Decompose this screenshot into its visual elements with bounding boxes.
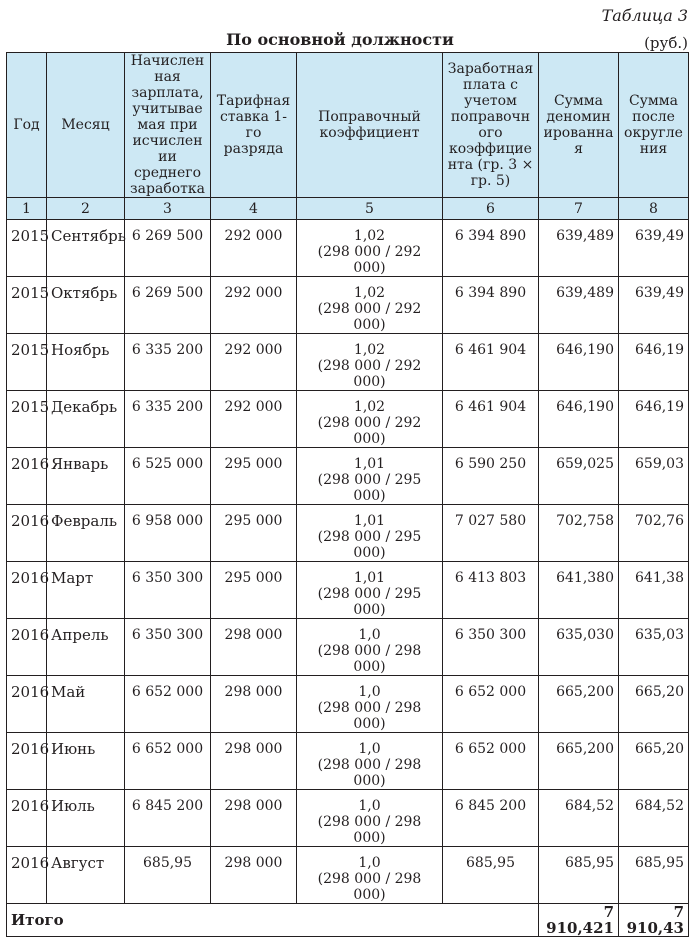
cell-year: 2016 <box>7 847 47 904</box>
coefficient-calculation: (298 000 / 298 000) <box>317 757 422 789</box>
column-number: 1 <box>7 198 47 220</box>
cell-adjusted-salary: 6 461 904 <box>443 334 539 391</box>
coefficient-value: 1,0 <box>358 627 381 643</box>
cell-denominated: 665,200 <box>539 733 619 790</box>
salary-table <box>6 52 689 937</box>
table-row <box>7 733 689 790</box>
currency-unit: (руб.) <box>644 34 688 52</box>
cell-rounded: 665,20 <box>619 733 689 790</box>
cell-tariff-rate: 295 000 <box>211 562 297 619</box>
table-row <box>7 505 689 562</box>
coefficient-value: 1,01 <box>353 456 386 472</box>
cell-tariff-rate: 298 000 <box>211 733 297 790</box>
cell-coefficient <box>297 790 443 847</box>
cell-month: Май <box>47 676 125 733</box>
cell-rounded: 665,20 <box>619 676 689 733</box>
cell-coefficient <box>297 505 443 562</box>
cell-month: Ноябрь <box>47 334 125 391</box>
cell-salary: 6 525 000 <box>125 448 211 505</box>
cell-rounded: 659,03 <box>619 448 689 505</box>
cell-month: Март <box>47 562 125 619</box>
cell-coefficient <box>297 562 443 619</box>
coefficient-calculation: (298 000 / 292 000) <box>317 301 422 333</box>
cell-year: 2016 <box>7 448 47 505</box>
cell-salary: 6 845 200 <box>125 790 211 847</box>
coefficient-value: 1,01 <box>353 513 386 529</box>
coefficient-value: 1,0 <box>358 855 381 871</box>
coefficient-calculation: (298 000 / 295 000) <box>317 586 422 618</box>
cell-year: 2015 <box>7 220 47 277</box>
cell-tariff-rate: 298 000 <box>211 619 297 676</box>
table-row <box>7 220 689 277</box>
cell-rounded: 635,03 <box>619 619 689 676</box>
cell-denominated: 639,489 <box>539 277 619 334</box>
coefficient-value: 1,0 <box>358 684 381 700</box>
header-tariff-rate: Тарифная ставка 1-го разряда <box>211 53 297 198</box>
cell-coefficient <box>297 733 443 790</box>
cell-adjusted-salary: 6 590 250 <box>443 448 539 505</box>
header-adjusted-salary: Заработная плата с учетом поправочного коэффициента (гр. 3 × гр. 5) <box>443 53 539 198</box>
coefficient-calculation: (298 000 / 292 000) <box>317 244 422 276</box>
cell-salary: 6 350 300 <box>125 619 211 676</box>
cell-tariff-rate: 292 000 <box>211 220 297 277</box>
cell-salary: 685,95 <box>125 847 211 904</box>
column-number: 7 <box>539 198 619 220</box>
coefficient-value: 1,02 <box>353 285 386 301</box>
cell-month: Январь <box>47 448 125 505</box>
cell-coefficient <box>297 676 443 733</box>
cell-year: 2015 <box>7 277 47 334</box>
cell-denominated: 635,030 <box>539 619 619 676</box>
cell-adjusted-salary: 685,95 <box>443 847 539 904</box>
total-label: Итого <box>7 904 539 937</box>
cell-year: 2015 <box>7 391 47 448</box>
table-row <box>7 676 689 733</box>
coefficient-calculation: (298 000 / 298 000) <box>317 814 422 846</box>
header-denominated: Сумма деноминированная <box>539 53 619 198</box>
cell-year: 2016 <box>7 676 47 733</box>
coefficient-calculation: (298 000 / 298 000) <box>317 871 422 903</box>
cell-year: 2015 <box>7 334 47 391</box>
cell-month: Октябрь <box>47 277 125 334</box>
cell-denominated: 639,489 <box>539 220 619 277</box>
coefficient-calculation: (298 000 / 292 000) <box>317 358 422 390</box>
cell-tariff-rate: 298 000 <box>211 676 297 733</box>
cell-tariff-rate: 292 000 <box>211 277 297 334</box>
cell-adjusted-salary: 6 845 200 <box>443 790 539 847</box>
table-title: По основной должности <box>226 30 454 49</box>
cell-rounded: 646,19 <box>619 334 689 391</box>
cell-coefficient <box>297 220 443 277</box>
cell-coefficient <box>297 277 443 334</box>
cell-tariff-rate: 292 000 <box>211 334 297 391</box>
cell-adjusted-salary: 6 350 300 <box>443 619 539 676</box>
cell-denominated: 684,52 <box>539 790 619 847</box>
coefficient-value: 1,0 <box>358 798 381 814</box>
coefficient-calculation: (298 000 / 298 000) <box>317 643 422 675</box>
cell-month: Апрель <box>47 619 125 676</box>
total-denominated: 7 910,421 <box>539 904 619 937</box>
header-salary: Начисленная зарплата, учитываемая при исчислении среднего заработка <box>125 53 211 198</box>
header-rounded: Сумма после округления <box>619 53 689 198</box>
cell-salary: 6 335 200 <box>125 391 211 448</box>
cell-adjusted-salary: 6 394 890 <box>443 277 539 334</box>
coefficient-calculation: (298 000 / 292 000) <box>317 415 422 447</box>
cell-coefficient <box>297 619 443 676</box>
coefficient-value: 1,01 <box>353 570 386 586</box>
cell-denominated: 685,95 <box>539 847 619 904</box>
cell-month: Декабрь <box>47 391 125 448</box>
header-month: Месяц <box>47 53 125 198</box>
cell-coefficient <box>297 847 443 904</box>
cell-denominated: 665,200 <box>539 676 619 733</box>
table-row <box>7 847 689 904</box>
column-number-row <box>7 198 689 220</box>
cell-month: Сентябрь <box>47 220 125 277</box>
cell-denominated: 646,190 <box>539 391 619 448</box>
cell-rounded: 641,38 <box>619 562 689 619</box>
cell-salary: 6 335 200 <box>125 334 211 391</box>
cell-salary: 6 958 000 <box>125 505 211 562</box>
table-row <box>7 790 689 847</box>
header-coefficient: Поправочный коэффициент <box>297 53 443 198</box>
cell-year: 2016 <box>7 562 47 619</box>
cell-rounded: 684,52 <box>619 790 689 847</box>
cell-year: 2016 <box>7 733 47 790</box>
cell-adjusted-salary: 6 413 803 <box>443 562 539 619</box>
cell-adjusted-salary: 6 652 000 <box>443 676 539 733</box>
cell-month: Июнь <box>47 733 125 790</box>
cell-tariff-rate: 295 000 <box>211 505 297 562</box>
cell-month: Февраль <box>47 505 125 562</box>
cell-rounded: 702,76 <box>619 505 689 562</box>
column-number: 3 <box>125 198 211 220</box>
cell-tariff-rate: 298 000 <box>211 790 297 847</box>
cell-denominated: 702,758 <box>539 505 619 562</box>
column-number: 5 <box>297 198 443 220</box>
cell-coefficient <box>297 334 443 391</box>
coefficient-calculation: (298 000 / 298 000) <box>317 700 422 732</box>
cell-rounded: 685,95 <box>619 847 689 904</box>
table-label: Таблица 3 <box>601 6 688 25</box>
cell-adjusted-salary: 7 027 580 <box>443 505 539 562</box>
cell-salary: 6 269 500 <box>125 277 211 334</box>
total-rounded: 7 910,43 <box>619 904 689 937</box>
cell-year: 2016 <box>7 790 47 847</box>
cell-year: 2016 <box>7 505 47 562</box>
total-row <box>7 904 689 937</box>
cell-adjusted-salary: 6 461 904 <box>443 391 539 448</box>
table-row <box>7 391 689 448</box>
cell-denominated: 659,025 <box>539 448 619 505</box>
table-row <box>7 562 689 619</box>
cell-denominated: 641,380 <box>539 562 619 619</box>
cell-tariff-rate: 298 000 <box>211 847 297 904</box>
table-row <box>7 334 689 391</box>
column-number: 2 <box>47 198 125 220</box>
cell-month: Август <box>47 847 125 904</box>
table-row <box>7 277 689 334</box>
cell-adjusted-salary: 6 652 000 <box>443 733 539 790</box>
cell-adjusted-salary: 6 394 890 <box>443 220 539 277</box>
cell-salary: 6 350 300 <box>125 562 211 619</box>
coefficient-value: 1,02 <box>353 228 386 244</box>
coefficient-calculation: (298 000 / 295 000) <box>317 472 422 504</box>
column-number: 6 <box>443 198 539 220</box>
table-body <box>7 220 689 937</box>
cell-rounded: 639,49 <box>619 220 689 277</box>
cell-tariff-rate: 295 000 <box>211 448 297 505</box>
coefficient-value: 1,02 <box>353 399 386 415</box>
cell-salary: 6 652 000 <box>125 733 211 790</box>
cell-year: 2016 <box>7 619 47 676</box>
coefficient-value: 1,0 <box>358 741 381 757</box>
cell-salary: 6 652 000 <box>125 676 211 733</box>
coefficient-value: 1,02 <box>353 342 386 358</box>
cell-coefficient <box>297 391 443 448</box>
cell-month: Июль <box>47 790 125 847</box>
cell-salary: 6 269 500 <box>125 220 211 277</box>
cell-rounded: 646,19 <box>619 391 689 448</box>
table-row <box>7 448 689 505</box>
cell-rounded: 639,49 <box>619 277 689 334</box>
cell-tariff-rate: 292 000 <box>211 391 297 448</box>
cell-denominated: 646,190 <box>539 334 619 391</box>
coefficient-calculation: (298 000 / 295 000) <box>317 529 422 561</box>
header-year: Год <box>7 53 47 198</box>
column-number: 8 <box>619 198 689 220</box>
header-row <box>7 53 689 198</box>
table-row <box>7 619 689 676</box>
cell-coefficient <box>297 448 443 505</box>
column-number: 4 <box>211 198 297 220</box>
